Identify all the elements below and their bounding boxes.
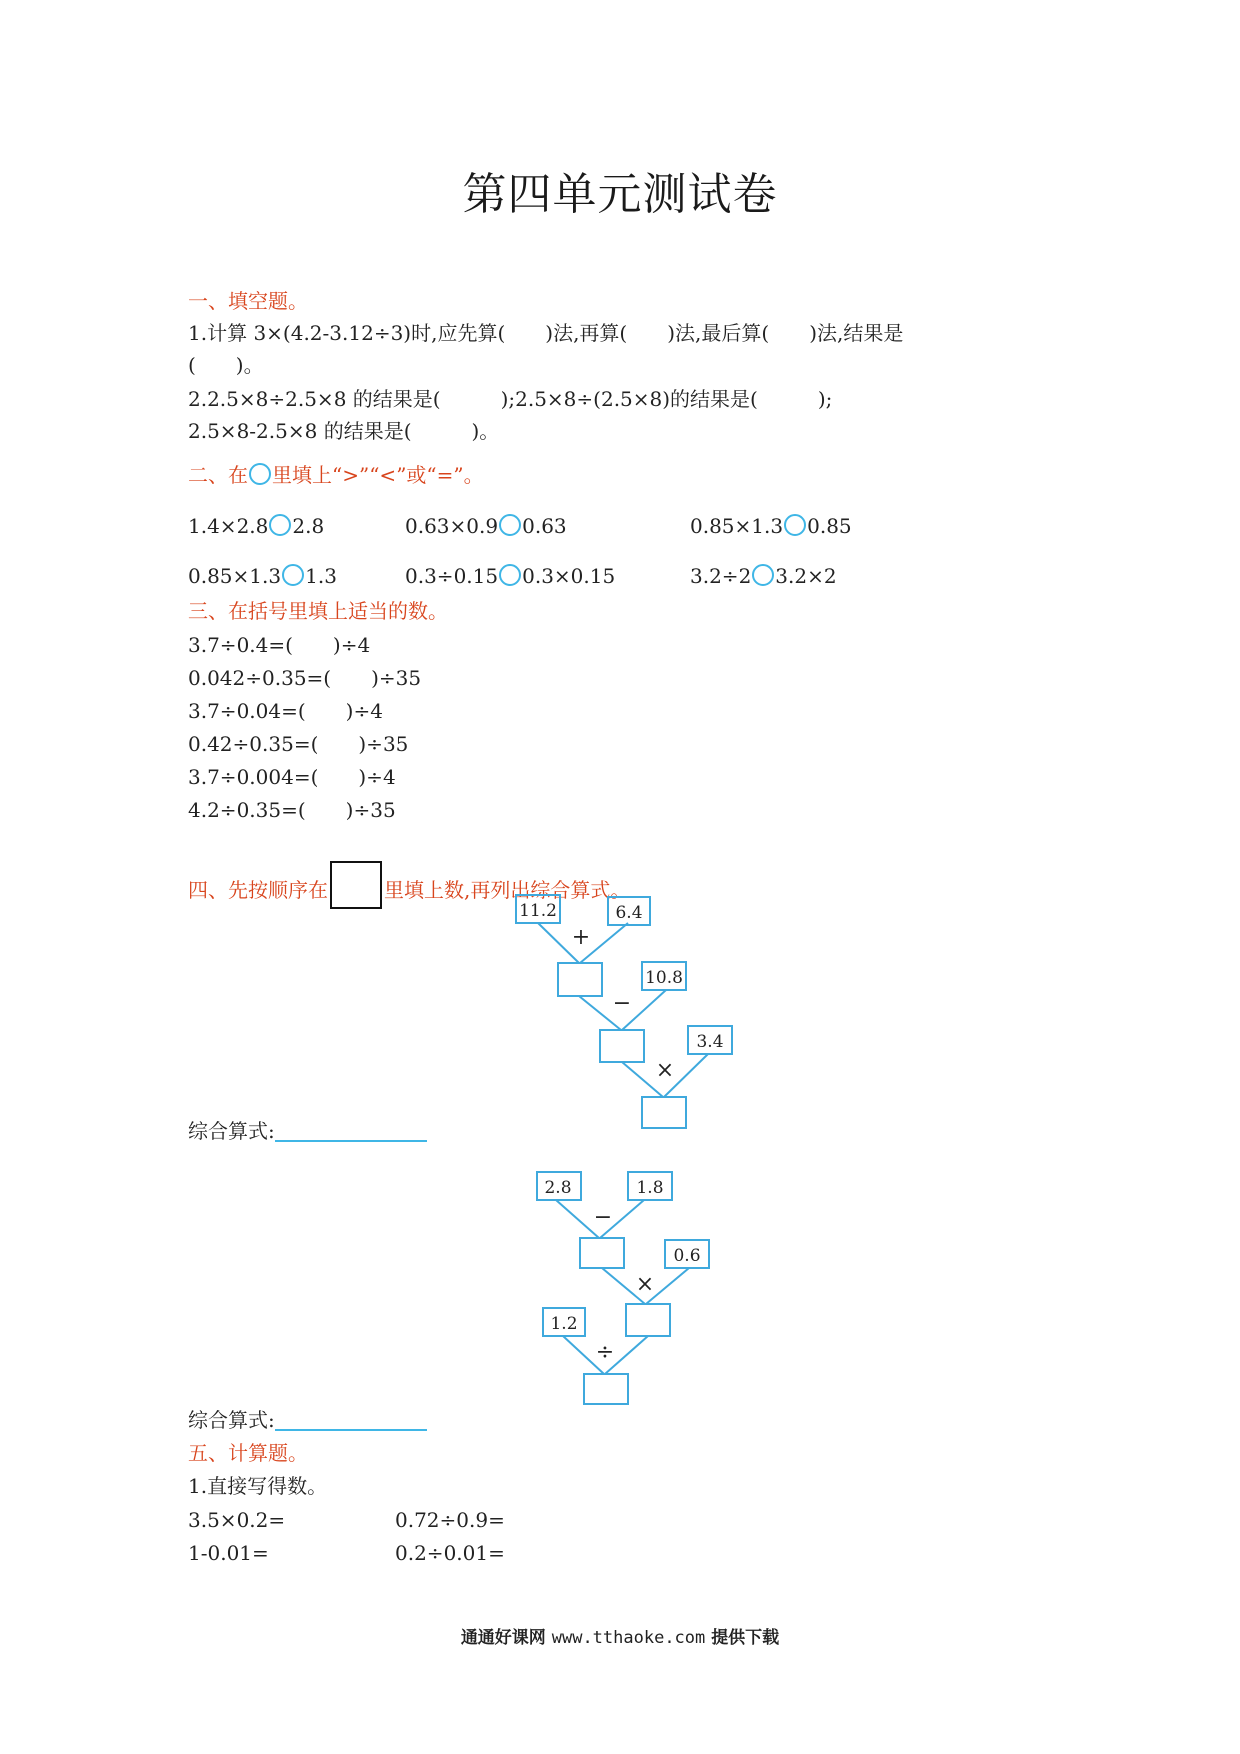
calc-item: 0.2÷0.01= [395, 1541, 505, 1565]
fill-item: 3.7÷0.4=( )÷4 [188, 633, 371, 657]
section4-heading-post: 里填上数,再列出综合算式。 [384, 878, 631, 902]
tree2-d: 1.2 [550, 1314, 578, 1334]
answer-box[interactable] [580, 1238, 624, 1268]
formula-label: 综合算式: [188, 1119, 275, 1143]
tree1-op3: × [655, 1058, 675, 1083]
calc-item: 0.72÷0.9= [395, 1508, 505, 1532]
compare-left: 3.2÷2 [690, 564, 752, 588]
compare-left: 1.4×2.8 [188, 514, 269, 538]
tree2-op3: ÷ [595, 1340, 615, 1365]
answer-box[interactable] [600, 1030, 644, 1062]
answer-box[interactable] [558, 963, 602, 996]
fill-item: 3.7÷0.004=( )÷4 [188, 765, 396, 789]
question-2-line2: 2.5×8-2.5×8 的结果是( )。 [188, 419, 500, 443]
page-title: 第四单元测试卷 [462, 169, 778, 220]
compare-right: 0.85 [807, 514, 852, 538]
tree2-op1: − [593, 1205, 613, 1230]
tree1-c: 10.8 [645, 968, 683, 988]
footer-suffix: 提供下载 [711, 1628, 780, 1648]
compare-right: 0.3×0.15 [522, 564, 616, 588]
tree1-b: 6.4 [615, 903, 643, 923]
tree1-op1: + [571, 925, 591, 950]
formula-answer-field[interactable] [275, 1120, 427, 1142]
answer-box[interactable] [642, 1097, 686, 1128]
compare-right: 2.8 [292, 514, 325, 538]
fill-item: 0.042÷0.35=( )÷35 [188, 666, 422, 690]
compare-left: 0.85×1.3 [188, 564, 282, 588]
formula-line-1 [188, 1118, 427, 1144]
compare-left: 0.85×1.3 [690, 514, 784, 538]
formula-answer-field[interactable] [275, 1409, 427, 1431]
compare-right: 0.63 [522, 514, 567, 538]
tree2-a: 2.8 [544, 1178, 572, 1198]
section1-heading: 一、填空题。 [188, 289, 308, 313]
compare-left: 0.63×0.9 [405, 514, 499, 538]
tree1-d: 3.4 [696, 1032, 724, 1052]
footer-url[interactable]: www.tthaoke.com [551, 1628, 706, 1648]
section5-heading: 五、计算题。 [188, 1441, 308, 1465]
formula-line-2 [188, 1407, 427, 1433]
footer [0, 1623, 1240, 1648]
question-1-line1: 1.计算 3×(4.2-3.12÷3)时,应先算( )法,再算( )法,最后算( )法,结果是 [188, 321, 904, 345]
fill-item: 3.7÷0.04=( )÷4 [188, 699, 383, 723]
section3-heading: 三、在括号里填上适当的数。 [188, 599, 448, 623]
compare-right: 3.2×2 [775, 564, 837, 588]
section2-heading-pre: 二、在 [188, 463, 248, 487]
tree1-a: 11.2 [519, 901, 557, 921]
section2-heading-post: 里填上“>”“<”或“=”。 [272, 463, 484, 487]
subquestion-1: 1.直接写得数。 [188, 1474, 328, 1498]
section4-heading-pre: 四、先按顺序在 [188, 878, 328, 902]
compare-right: 1.3 [305, 564, 337, 588]
tree1-op2: − [612, 991, 632, 1016]
calc-item: 1-0.01= [188, 1541, 269, 1565]
calc-item: 3.5×0.2= [188, 1508, 286, 1532]
answer-box[interactable] [626, 1304, 670, 1336]
tree2-op2: × [635, 1272, 655, 1297]
fill-item: 0.42÷0.35=( )÷35 [188, 732, 409, 756]
question-2-line1: 2.2.5×8÷2.5×8 的结果是( );2.5×8÷(2.5×8)的结果是( ); [188, 387, 833, 411]
compare-left: 0.3÷0.15 [405, 564, 499, 588]
formula-label: 综合算式: [188, 1408, 275, 1432]
answer-box[interactable] [584, 1374, 628, 1404]
footer-site-name: 通通好课网 [460, 1628, 546, 1648]
tree2-b: 1.8 [636, 1178, 664, 1198]
tree2-c: 0.6 [673, 1246, 701, 1266]
question-1-line2: ( )。 [188, 353, 264, 377]
fill-item: 4.2÷0.35=( )÷35 [188, 798, 396, 822]
